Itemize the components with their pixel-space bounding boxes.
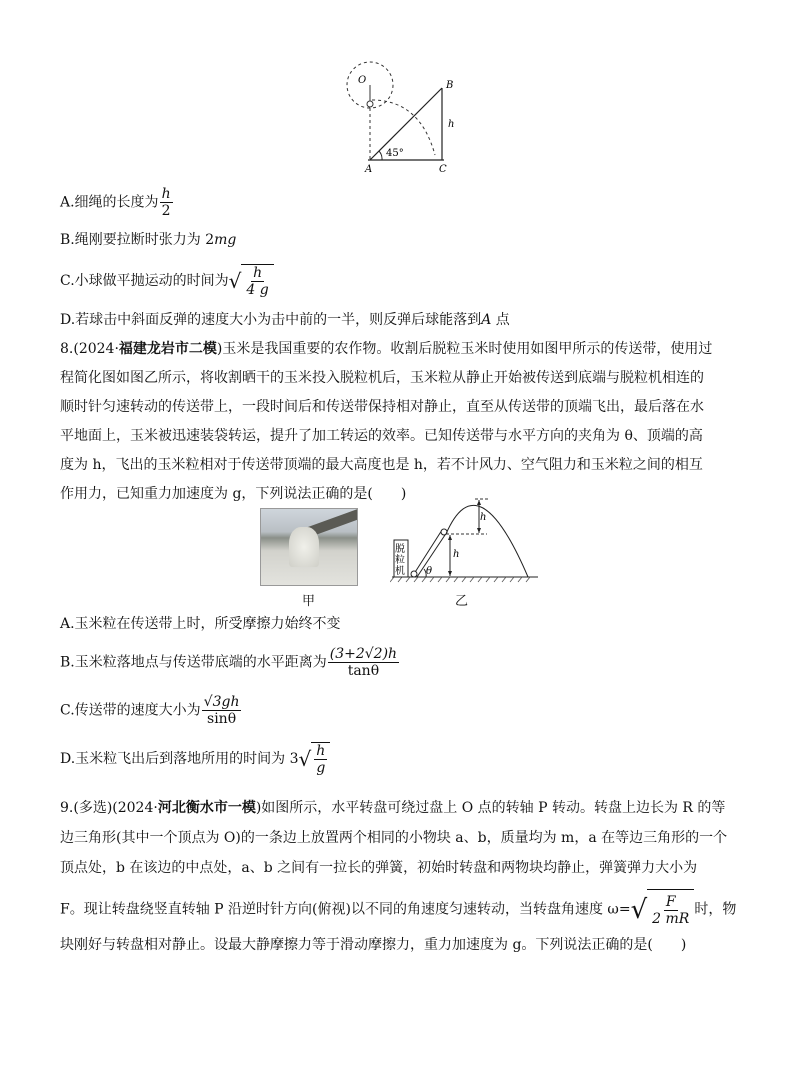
q8-option-a: A.玉米粒在传送带上时，所受摩擦力始终不变 bbox=[60, 616, 341, 632]
q8-option-b: B.玉米粒落地点与传送带底端的水平距离为 $\frac{(3+2√2)h}{\tan\theta}$ bbox=[60, 646, 398, 679]
q8-stem: 8.(2024·福建龙岩市二模)玉米是我国重要的农作物。收割后脱粒玉米时使用如图甲所示的传送带，使用过 程简化图如图乙所示，将收割晒干的玉米投入脱粒机后，玉米粒从静止开始被传送到底端与脱粒机相连的 顺时针匀速转动的传送带上，一段时间后和传送带保持相对静止，直至从传送带的顶端飞出，最后落在水 平地面上，玉米被迅速装袋转运，提升了加工转运的效率。已知传送带与水平方向的夹角为 θ、顶端的高 度为 h，飞出的玉米粒相对于传送带顶端的最大高度也是 h，若不计风力、空气阻力和玉米粒之间的相互 作用力，已知重力加速度为 g，下列说法正确的是( ) bbox=[60, 341, 713, 502]
ball bbox=[367, 101, 373, 107]
conveyor-figure bbox=[390, 494, 540, 586]
q7-option-b: B.绳刚要拉断时张力为 2mg bbox=[60, 232, 237, 248]
theta-label: θ bbox=[426, 566, 433, 577]
q8-option-c: C.传送带的速度大小为 $\frac{√3gh}{\sin\theta}$ bbox=[60, 694, 240, 727]
label-B: B bbox=[446, 80, 454, 91]
q7-option-a: A.细绳的长度为 $\frac{h}{2}$ bbox=[60, 186, 171, 219]
h-bottom-label: h bbox=[453, 549, 460, 560]
q9-stem: 9.(多选)(2024·河北衡水市一模)如图所示，水平转盘可绕过盘上 O 点的转轴 P 转动。转盘上边长为 R 的等 边三角形(其中一个顶点为 O)的一条边上放置两个相同的小物块 a、b，质量均为 m，a 在等边三角形的一个 顶点处，b 在该边的中点处，a、b 之间有一拉长的弹簧，初始时转盘和两物块均静止，弹簧弹力大小为 F。现让转盘绕竖直转轴 P 沿逆时针方向(俯视)以不同的角速度匀速转动，当转盘角速度 ω= √ $\frac{F}{2 mR}$ 时，物 块刚好与转盘相对静止。设最大静摩擦力等于滑动摩擦力，重力加速度为 g。下列说法正确的是( ) bbox=[60, 800, 737, 953]
label-h: h bbox=[448, 119, 455, 130]
incline-figure bbox=[330, 60, 470, 180]
q7-option-c: C.小球做平抛运动的时间为 √ $\frac{h}{4 g}$ bbox=[60, 264, 274, 298]
q9-source: 河北衡水市一模 bbox=[157, 800, 256, 816]
h-top-label: h bbox=[480, 512, 487, 523]
caption-yi: 乙 bbox=[455, 594, 469, 609]
trajectory bbox=[446, 505, 528, 577]
photo-jia bbox=[260, 508, 358, 586]
thresher-label: 脱 bbox=[395, 544, 405, 555]
label-angle: 45° bbox=[386, 148, 404, 159]
q8-option-d: D.玉米粒飞出后到落地所用的时间为 3 √ $\frac{h}{g}$ bbox=[60, 742, 330, 776]
caption-jia: 甲 bbox=[302, 594, 316, 609]
dashed-arc bbox=[372, 100, 435, 155]
incline-line bbox=[370, 88, 442, 160]
svg-text:机: 机 bbox=[395, 566, 405, 577]
svg-text:粒: 粒 bbox=[395, 555, 405, 566]
label-O: O bbox=[358, 75, 367, 86]
q7-option-d: D.若球击中斜面反弹的速度大小为击中前的一半，则反弹后球能落到A 点 bbox=[60, 312, 510, 328]
q8-source: 福建龙岩市二模 bbox=[118, 341, 217, 357]
label-C: C bbox=[439, 164, 447, 175]
label-A: A bbox=[365, 164, 373, 175]
